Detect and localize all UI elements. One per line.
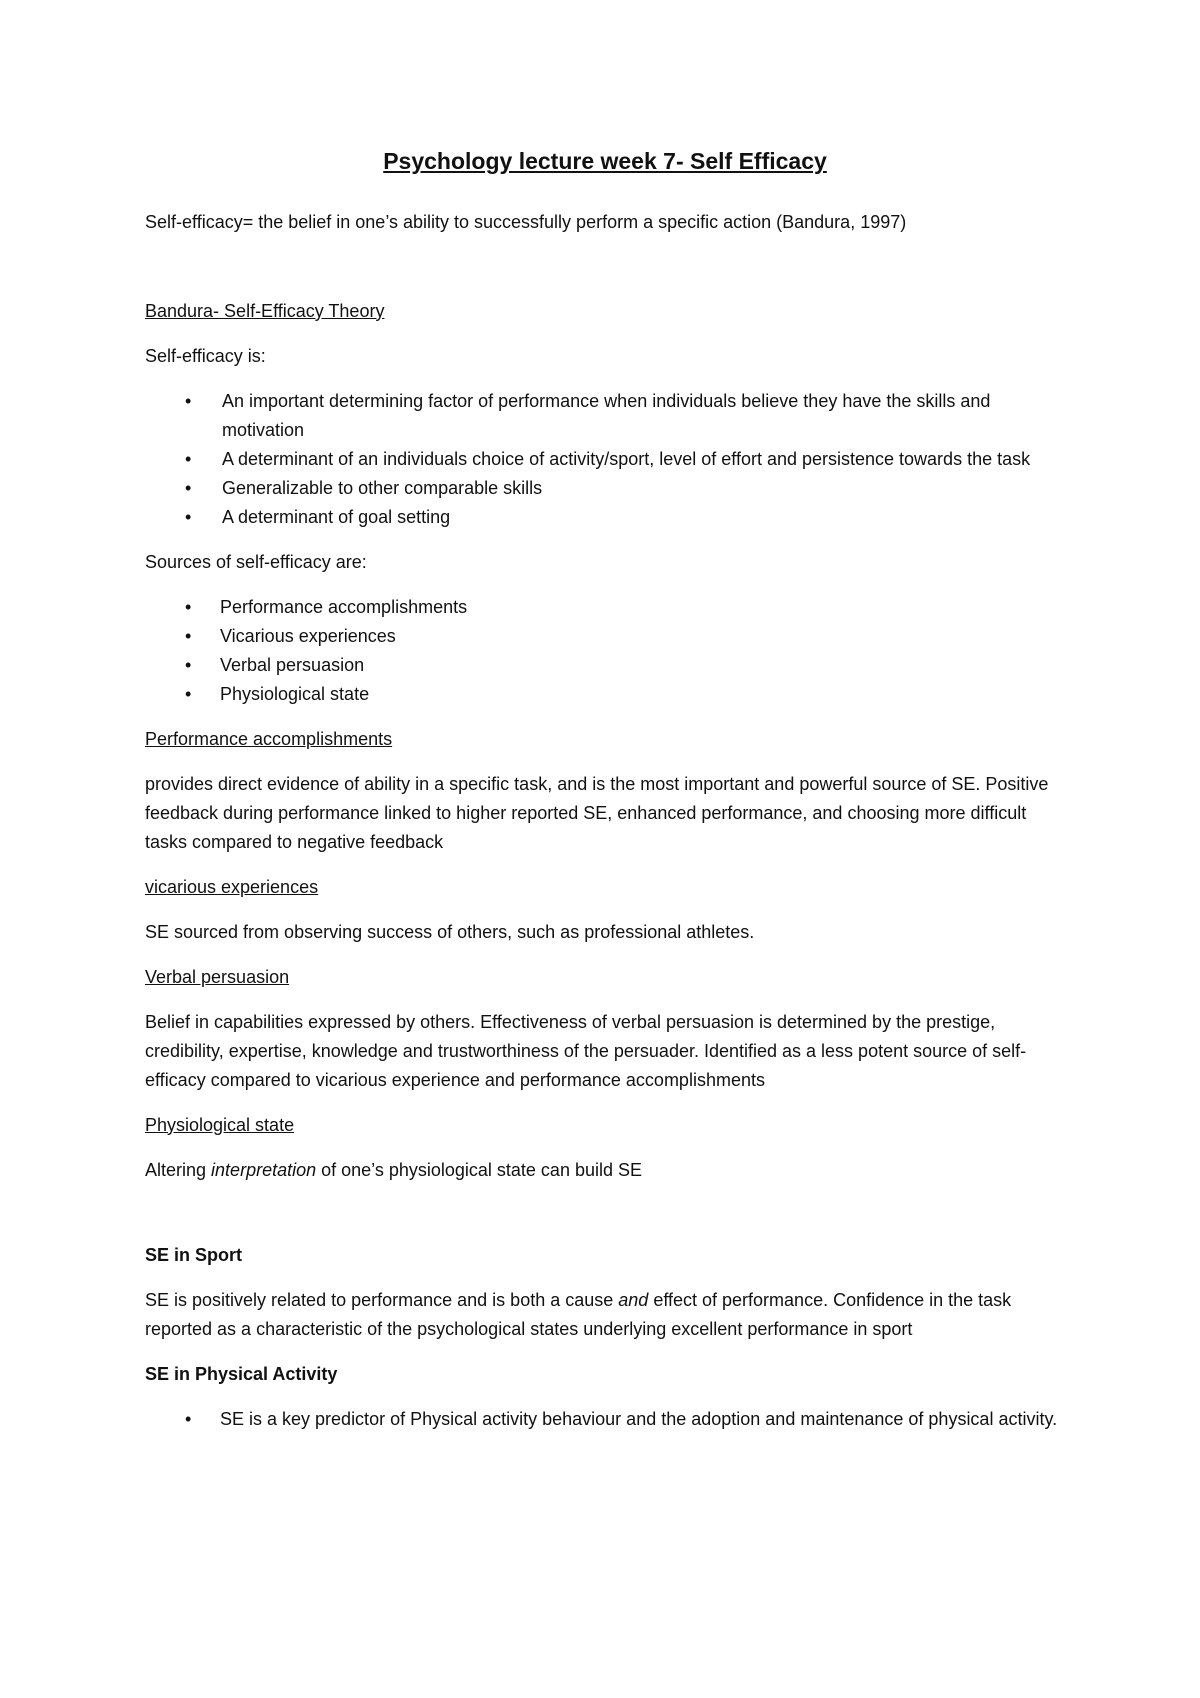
list-item: • Performance accomplishments [145,593,1065,622]
self-efficacy-is-label: Self-efficacy is: [145,345,266,366]
vicarious-heading: vicarious experiences [145,876,319,897]
bullet-icon: • [185,683,192,704]
vicarious-text: SE sourced from observing success of others, such as professional athletes. [145,921,755,942]
self-efficacy-is-list [145,387,1065,532]
bullet-icon: • [185,625,192,646]
list-item: • A determinant of an individuals choice of activity/sport, level of effort and persistence towards the task [145,445,1065,474]
bullet-icon: • [185,448,192,469]
bullet-icon: • [185,390,192,411]
performance-heading: Performance accomplishments [145,728,393,749]
list-item: • A determinant of goal setting [145,503,1065,532]
sources-list [145,593,1065,709]
list-item: • Physiological state [145,680,1065,709]
page-title: Psychology lecture week 7- Self Efficacy [383,148,827,174]
verbal-heading: Verbal persuasion [145,966,290,987]
sources-label: Sources of self-efficacy are: [145,551,367,572]
bullet-icon: • [185,596,192,617]
definition-text: Self-efficacy= the belief in one’s ability to successfully perform a specific action (Bandura, 1997) [145,211,907,232]
list-item: • An important determining factor of performance when individuals believe they have the skills and motivation [145,387,1065,445]
list-item: • Vicarious experiences [145,622,1065,651]
list-item: • SE is a key predictor of Physical activity behaviour and the adoption and maintenance of physical activity. [145,1405,1065,1434]
sport-text: SE is positively related to performance and is both a cause and effect of performance. Confidence in the task reported as a characteristic of the psychological states underlying excellent performance in sport [145,1289,1012,1339]
physio-text: Altering interpretation of one’s physiological state can build SE [145,1159,642,1180]
performance-text: provides direct evidence of ability in a specific task, and is the most important and powerful source of SE. Positive feedback during performance linked to higher reported SE, enhanced performance, and choosing more difficult tasks compared to negative feedback [145,773,1049,852]
pa-list [145,1405,1065,1434]
list-item: • Generalizable to other comparable skills [145,474,1065,503]
sport-heading: SE in Sport [145,1244,243,1265]
list-item: • Verbal persuasion [145,651,1065,680]
pa-heading: SE in Physical Activity [145,1363,338,1384]
bullet-icon: • [185,477,192,498]
bandura-heading: Bandura- Self-Efficacy Theory [145,300,385,321]
bullet-icon: • [185,654,192,675]
document-content [145,148,1065,1450]
physio-heading: Physiological state [145,1114,295,1135]
bullet-icon: • [185,506,192,527]
verbal-text: Belief in capabilities expressed by others. Effectiveness of verbal persuasion is determined by the prestige, credibility, expertise, knowledge and trustworthiness of the persuader. Identified as a less potent source of self-efficacy compared to vicarious experience and performance accomplishments [145,1011,1027,1090]
bullet-icon: • [185,1408,192,1429]
